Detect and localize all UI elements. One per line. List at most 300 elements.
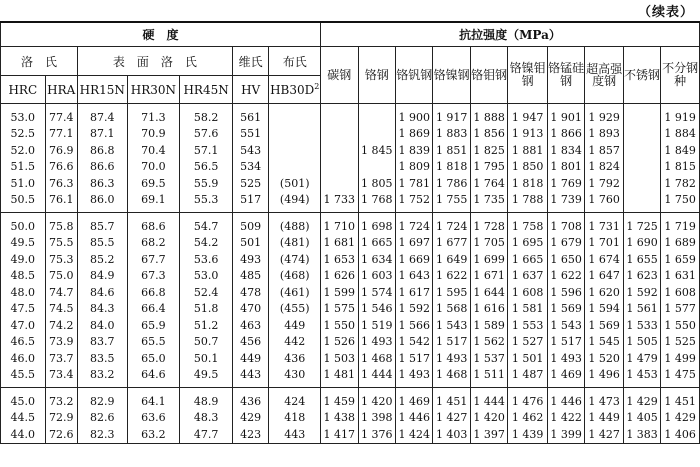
- table-cell: 1 698: [358, 213, 395, 235]
- table-cell: 1 644: [470, 284, 507, 301]
- table-cell: 48.9: [180, 388, 233, 410]
- table-cell: 1 634: [358, 251, 395, 268]
- table-cell: 1 569: [585, 317, 623, 334]
- table-cell: [358, 104, 395, 126]
- table-cell: 1 701: [585, 235, 623, 252]
- table-cell: 1 481: [321, 367, 358, 388]
- table-cell: 1 533: [623, 317, 660, 334]
- table-cell: 485: [232, 268, 268, 285]
- table-cell: 1 758: [508, 213, 547, 235]
- table-row: [1, 251, 700, 268]
- table-body: [1, 104, 700, 444]
- col-header-ultra-high-strength-steel: 超高强度钢: [585, 47, 623, 104]
- table-cell: 1 825: [470, 142, 507, 159]
- col-header-all-steels: 不分钢种: [661, 47, 700, 104]
- table-cell: 75.0: [45, 268, 77, 285]
- table-cell: 1 755: [433, 192, 470, 213]
- table-cell: 47.0: [1, 317, 46, 334]
- table-cell: 73.2: [45, 388, 77, 410]
- table-cell: 1 517: [547, 334, 584, 351]
- table-cell: 87.1: [77, 126, 127, 143]
- table-cell: 75.5: [45, 235, 77, 252]
- table-row: [1, 213, 700, 235]
- table-cell: 1 517: [395, 350, 432, 367]
- table-cell: 67.7: [127, 251, 180, 268]
- table-cell: 443: [232, 367, 268, 388]
- table-cell: 1 818: [508, 175, 547, 192]
- vickers-header: 维氏: [232, 47, 268, 76]
- table-cell: 54.7: [180, 213, 233, 235]
- table-cell: 44.0: [1, 426, 46, 443]
- table-cell: 1 622: [547, 268, 584, 285]
- table-cell: 463: [232, 317, 268, 334]
- table-cell: 66.4: [127, 301, 180, 318]
- table-cell: 1 553: [508, 317, 547, 334]
- table-cell: 1 824: [585, 159, 623, 176]
- table-cell: 1 608: [508, 284, 547, 301]
- table-cell: 1 429: [623, 388, 660, 410]
- table-cell: 1 665: [508, 251, 547, 268]
- table-cell: 525: [232, 175, 268, 192]
- table-cell: 1 659: [661, 251, 700, 268]
- table-cell: 84.6: [77, 284, 127, 301]
- table-cell: 1 459: [321, 388, 358, 410]
- table-cell: 87.4: [77, 104, 127, 126]
- table-cell: 1 383: [623, 426, 660, 443]
- table-cell: 50.1: [180, 350, 233, 367]
- table-cell: 1 801: [547, 159, 584, 176]
- table-cell: 76.1: [45, 192, 77, 213]
- table-cell: 85.7: [77, 213, 127, 235]
- table-cell: 1 399: [547, 426, 584, 443]
- table-cell: 1 795: [470, 159, 507, 176]
- table-cell: 1 446: [395, 410, 432, 427]
- table-cell: 501: [232, 235, 268, 252]
- table-cell: 436: [269, 350, 321, 367]
- table-cell: 1 856: [470, 126, 507, 143]
- table-cell: [623, 159, 660, 176]
- table-cell: 1 505: [623, 334, 660, 351]
- table-cell: 54.2: [180, 235, 233, 252]
- table-cell: 1 594: [585, 301, 623, 318]
- table-cell: 1 592: [623, 284, 660, 301]
- table-cell: 1 561: [623, 301, 660, 318]
- table-cell: 71.3: [127, 104, 180, 126]
- table-cell: 1 888: [470, 104, 507, 126]
- table-cell: 1 834: [547, 142, 584, 159]
- table-cell: 84.9: [77, 268, 127, 285]
- table-cell: 1 520: [585, 350, 623, 367]
- table-cell: 1 451: [661, 388, 700, 410]
- table-cell: 1 616: [470, 301, 507, 318]
- table-cell: 44.5: [1, 410, 46, 427]
- table-cell: 73.4: [45, 367, 77, 388]
- table-row: [1, 350, 700, 367]
- table-row: [1, 367, 700, 388]
- table-cell: (501): [269, 175, 321, 192]
- table-cell: 52.0: [1, 142, 46, 159]
- table-cell: 64.1: [127, 388, 180, 410]
- table-cell: 1 669: [395, 251, 432, 268]
- table-cell: 1 574: [358, 284, 395, 301]
- table-row: [1, 410, 700, 427]
- table-cell: 50.5: [1, 192, 46, 213]
- table-cell: 70.4: [127, 142, 180, 159]
- table-cell: (481): [269, 235, 321, 252]
- table-cell: 1 724: [433, 213, 470, 235]
- table-cell: 86.3: [77, 175, 127, 192]
- table-cell: 1 493: [395, 367, 432, 388]
- table-cell: 1 608: [661, 284, 700, 301]
- table-cell: 1 850: [508, 159, 547, 176]
- hb30d-label: HB30D: [270, 83, 315, 97]
- table-cell: 1 501: [508, 350, 547, 367]
- table-cell: 85.5: [77, 235, 127, 252]
- table-cell: 1 519: [358, 317, 395, 334]
- table-cell: 1 376: [358, 426, 395, 443]
- table-cell: 1 592: [395, 301, 432, 318]
- table-cell: 83.5: [77, 350, 127, 367]
- table-cell: 1 637: [508, 268, 547, 285]
- col-header-cr-mn-si-steel: 铬锰硅钢: [547, 47, 584, 104]
- table-cell: 1 622: [433, 268, 470, 285]
- table-cell: 1 881: [508, 142, 547, 159]
- table-cell: [358, 159, 395, 176]
- table-cell: 74.5: [45, 301, 77, 318]
- table-cell: 561: [232, 104, 268, 126]
- table-cell: 442: [269, 334, 321, 351]
- table-cell: 1 568: [433, 301, 470, 318]
- table-cell: 82.3: [77, 426, 127, 443]
- table-cell: 48.5: [1, 268, 46, 285]
- hb30d-superscript: 2: [314, 82, 320, 91]
- table-cell: 1 739: [547, 192, 584, 213]
- table-cell: 74.2: [45, 317, 77, 334]
- table-row: [1, 175, 700, 192]
- table-cell: (494): [269, 192, 321, 213]
- table-cell: 1 769: [547, 175, 584, 192]
- table-cell: 57.6: [180, 126, 233, 143]
- table-cell: 1 728: [470, 213, 507, 235]
- table-cell: 1 750: [661, 192, 700, 213]
- table-cell: [623, 126, 660, 143]
- table-cell: 1 595: [433, 284, 470, 301]
- table-cell: 1 929: [585, 104, 623, 126]
- table-cell: 1 719: [661, 213, 700, 235]
- table-cell: 77.1: [45, 126, 77, 143]
- table-cell: 1 818: [433, 159, 470, 176]
- table-cell: (468): [269, 268, 321, 285]
- table-cell: 1 893: [585, 126, 623, 143]
- table-cell: [321, 159, 358, 176]
- table-cell: 1 479: [623, 350, 660, 367]
- table-cell: 1 809: [395, 159, 432, 176]
- table-cell: 1 626: [321, 268, 358, 285]
- table-cell: 45.5: [1, 367, 46, 388]
- table-cell: 1 677: [433, 235, 470, 252]
- table-cell: 1 733: [321, 192, 358, 213]
- table-cell: 1 469: [547, 367, 584, 388]
- table-cell: 53.0: [1, 104, 46, 126]
- table-cell: 1 603: [358, 268, 395, 285]
- table-cell: 76.3: [45, 175, 77, 192]
- table-cell: 48.3: [180, 410, 233, 427]
- table-cell: 1 537: [470, 350, 507, 367]
- table-cell: 1 511: [470, 367, 507, 388]
- table-cell: 1 468: [358, 350, 395, 367]
- col-header-carbon-steel: 碳钢: [321, 47, 358, 104]
- table-cell: 86.0: [77, 192, 127, 213]
- table-cell: 64.6: [127, 367, 180, 388]
- table-cell: 73.9: [45, 334, 77, 351]
- table-cell: 509: [232, 213, 268, 235]
- table-cell: 53.6: [180, 251, 233, 268]
- table-cell: 424: [269, 388, 321, 410]
- table-cell: 1 699: [470, 251, 507, 268]
- hardness-tensile-table: [0, 21, 700, 444]
- table-cell: [269, 104, 321, 126]
- table-row: [1, 317, 700, 334]
- table-cell: 1 438: [321, 410, 358, 427]
- table-row: [1, 284, 700, 301]
- table-cell: [623, 142, 660, 159]
- table-cell: 1 617: [395, 284, 432, 301]
- table-cell: 1 469: [395, 388, 432, 410]
- table-cell: [623, 192, 660, 213]
- table-cell: 49.0: [1, 251, 46, 268]
- table-cell: 1 839: [395, 142, 432, 159]
- table-cell: 1 857: [585, 142, 623, 159]
- table-cell: [321, 104, 358, 126]
- table-cell: 1 550: [661, 317, 700, 334]
- col-header-cr-ni-mo-steel: 铬镍钼钢: [508, 47, 547, 104]
- table-cell: 65.5: [127, 334, 180, 351]
- table-cell: 1 690: [623, 235, 660, 252]
- table-cell: 1 851: [433, 142, 470, 159]
- table-cell: 1 764: [470, 175, 507, 192]
- rockwell-header: 洛 氏: [1, 47, 78, 76]
- col-header-hv: HV: [232, 76, 268, 104]
- table-cell: 449: [269, 317, 321, 334]
- table-cell: 1 913: [508, 126, 547, 143]
- table-cell: 1 546: [358, 301, 395, 318]
- table-cell: 1 589: [470, 317, 507, 334]
- table-cell: 55.3: [180, 192, 233, 213]
- table-cell: 1 849: [661, 142, 700, 159]
- col-header-hb30d: [269, 76, 321, 104]
- table-cell: 69.5: [127, 175, 180, 192]
- table-cell: 84.0: [77, 317, 127, 334]
- table-cell: 1 398: [358, 410, 395, 427]
- table-cell: 1 681: [321, 235, 358, 252]
- superficial-rockwell-header: 表 面 洛 氏: [77, 47, 232, 76]
- table-cell: 1 543: [433, 317, 470, 334]
- table-cell: 1 420: [358, 388, 395, 410]
- table-cell: 56.5: [180, 159, 233, 176]
- table-cell: 1 919: [661, 104, 700, 126]
- table-cell: 1 724: [395, 213, 432, 235]
- table-cell: 1 883: [433, 126, 470, 143]
- table-cell: [269, 142, 321, 159]
- table-cell: 1 788: [508, 192, 547, 213]
- hardness-group-header: 硬 度: [1, 22, 321, 47]
- table-cell: 551: [232, 126, 268, 143]
- table-cell: 1 710: [321, 213, 358, 235]
- table-cell: 1 805: [358, 175, 395, 192]
- col-header-hrc: HRC: [1, 76, 46, 104]
- table-cell: 1 422: [547, 410, 584, 427]
- table-cell: 57.1: [180, 142, 233, 159]
- table-cell: 1 427: [585, 426, 623, 443]
- table-cell: 1 493: [547, 350, 584, 367]
- table-cell: 45.0: [1, 388, 46, 410]
- table-cell: 493: [232, 251, 268, 268]
- table-cell: 1 424: [395, 426, 432, 443]
- table-cell: 50.7: [180, 334, 233, 351]
- table-cell: 72.6: [45, 426, 77, 443]
- continued-label: （续表）: [637, 5, 694, 20]
- table-row: [1, 334, 700, 351]
- table-row: [1, 104, 700, 126]
- table-cell: 1 499: [661, 350, 700, 367]
- table-cell: 1 689: [661, 235, 700, 252]
- table-cell: 66.8: [127, 284, 180, 301]
- table-cell: 1 869: [395, 126, 432, 143]
- table-cell: 86.8: [77, 142, 127, 159]
- table-cell: 1 725: [623, 213, 660, 235]
- table-cell: 1 674: [585, 251, 623, 268]
- table-cell: 46.5: [1, 334, 46, 351]
- table-cell: 1 665: [358, 235, 395, 252]
- table-cell: 58.2: [180, 104, 233, 126]
- table-cell: 1 947: [508, 104, 547, 126]
- table-cell: 1 792: [585, 175, 623, 192]
- table-cell: 1 527: [508, 334, 547, 351]
- table-cell: 1 760: [585, 192, 623, 213]
- table-cell: 1 569: [547, 301, 584, 318]
- table-cell: 1 623: [623, 268, 660, 285]
- table-cell: 1 517: [433, 334, 470, 351]
- tensile-group-header: 抗拉强度（MPa）: [321, 22, 700, 47]
- table-cell: 49.5: [180, 367, 233, 388]
- col-header-hr30n: HR30N: [127, 76, 180, 104]
- table-row: [1, 301, 700, 318]
- table-cell: (474): [269, 251, 321, 268]
- table-cell: 51.8: [180, 301, 233, 318]
- table-cell: 1 476: [508, 388, 547, 410]
- table-cell: 1 429: [661, 410, 700, 427]
- table-cell: 68.2: [127, 235, 180, 252]
- table-cell: (488): [269, 213, 321, 235]
- table-cell: [269, 126, 321, 143]
- table-cell: 1 493: [358, 334, 395, 351]
- table-cell: 52.4: [180, 284, 233, 301]
- col-header-chromium-steel: 铬钢: [358, 47, 395, 104]
- table-cell: 68.6: [127, 213, 180, 235]
- table-cell: 53.0: [180, 268, 233, 285]
- table-cell: [269, 159, 321, 176]
- table-cell: 1 444: [358, 367, 395, 388]
- table-cell: 47.7: [180, 426, 233, 443]
- table-cell: 1 496: [585, 367, 623, 388]
- table-cell: 1 473: [585, 388, 623, 410]
- col-header-cr-ni-steel: 铬镍钢: [433, 47, 470, 104]
- col-header-cr-v-steel: 铬钒钢: [395, 47, 432, 104]
- table-cell: 85.2: [77, 251, 127, 268]
- table-cell: (461): [269, 284, 321, 301]
- table-cell: 1 462: [508, 410, 547, 427]
- table-cell: [321, 142, 358, 159]
- table-cell: 1 503: [321, 350, 358, 367]
- table-cell: 1 735: [470, 192, 507, 213]
- table-cell: 1 731: [585, 213, 623, 235]
- table-row: [1, 126, 700, 143]
- col-header-hr45n: HR45N: [180, 76, 233, 104]
- table-cell: 1 449: [585, 410, 623, 427]
- table-cell: 86.6: [77, 159, 127, 176]
- table-cell: 534: [232, 159, 268, 176]
- table-cell: 1 405: [623, 410, 660, 427]
- col-header-cr-mo-steel: 铬钼钢: [470, 47, 507, 104]
- table-cell: [623, 104, 660, 126]
- table-cell: 1 643: [395, 268, 432, 285]
- table-cell: 1 752: [395, 192, 432, 213]
- table-cell: 1 575: [321, 301, 358, 318]
- table-cell: 1 671: [470, 268, 507, 285]
- table-row: [1, 192, 700, 213]
- table-cell: 63.6: [127, 410, 180, 427]
- table-cell: 429: [232, 410, 268, 427]
- brinell-header: 布氏: [269, 47, 321, 76]
- table-cell: 456: [232, 334, 268, 351]
- table-cell: 1 446: [547, 388, 584, 410]
- table-cell: 1 866: [547, 126, 584, 143]
- table-cell: 436: [232, 388, 268, 410]
- table-cell: 1 453: [623, 367, 660, 388]
- table-cell: 77.4: [45, 104, 77, 126]
- table-cell: 1 655: [623, 251, 660, 268]
- table-cell: 1 420: [470, 410, 507, 427]
- table-cell: 1 708: [547, 213, 584, 235]
- table-cell: 423: [232, 426, 268, 443]
- table-cell: 46.0: [1, 350, 46, 367]
- table-cell: 48.0: [1, 284, 46, 301]
- table-cell: 50.0: [1, 213, 46, 235]
- table-cell: 72.9: [45, 410, 77, 427]
- table-row: [1, 268, 700, 285]
- table-cell: 1 444: [470, 388, 507, 410]
- table-cell: 543: [232, 142, 268, 159]
- table-cell: 63.2: [127, 426, 180, 443]
- table-cell: 73.7: [45, 350, 77, 367]
- table-cell: 1 901: [547, 104, 584, 126]
- table-cell: 70.9: [127, 126, 180, 143]
- table-cell: 74.7: [45, 284, 77, 301]
- table-cell: 1 782: [661, 175, 700, 192]
- table-cell: 76.9: [45, 142, 77, 159]
- table-cell: 1 705: [470, 235, 507, 252]
- table-cell: (455): [269, 301, 321, 318]
- table-cell: 1 695: [508, 235, 547, 252]
- table-row: [1, 142, 700, 159]
- table-cell: 1 493: [433, 350, 470, 367]
- table-cell: 470: [232, 301, 268, 318]
- table-cell: 75.8: [45, 213, 77, 235]
- col-header-hr15n: HR15N: [77, 76, 127, 104]
- table-cell: 449: [232, 350, 268, 367]
- table-cell: 1 468: [433, 367, 470, 388]
- table-cell: 1 526: [321, 334, 358, 351]
